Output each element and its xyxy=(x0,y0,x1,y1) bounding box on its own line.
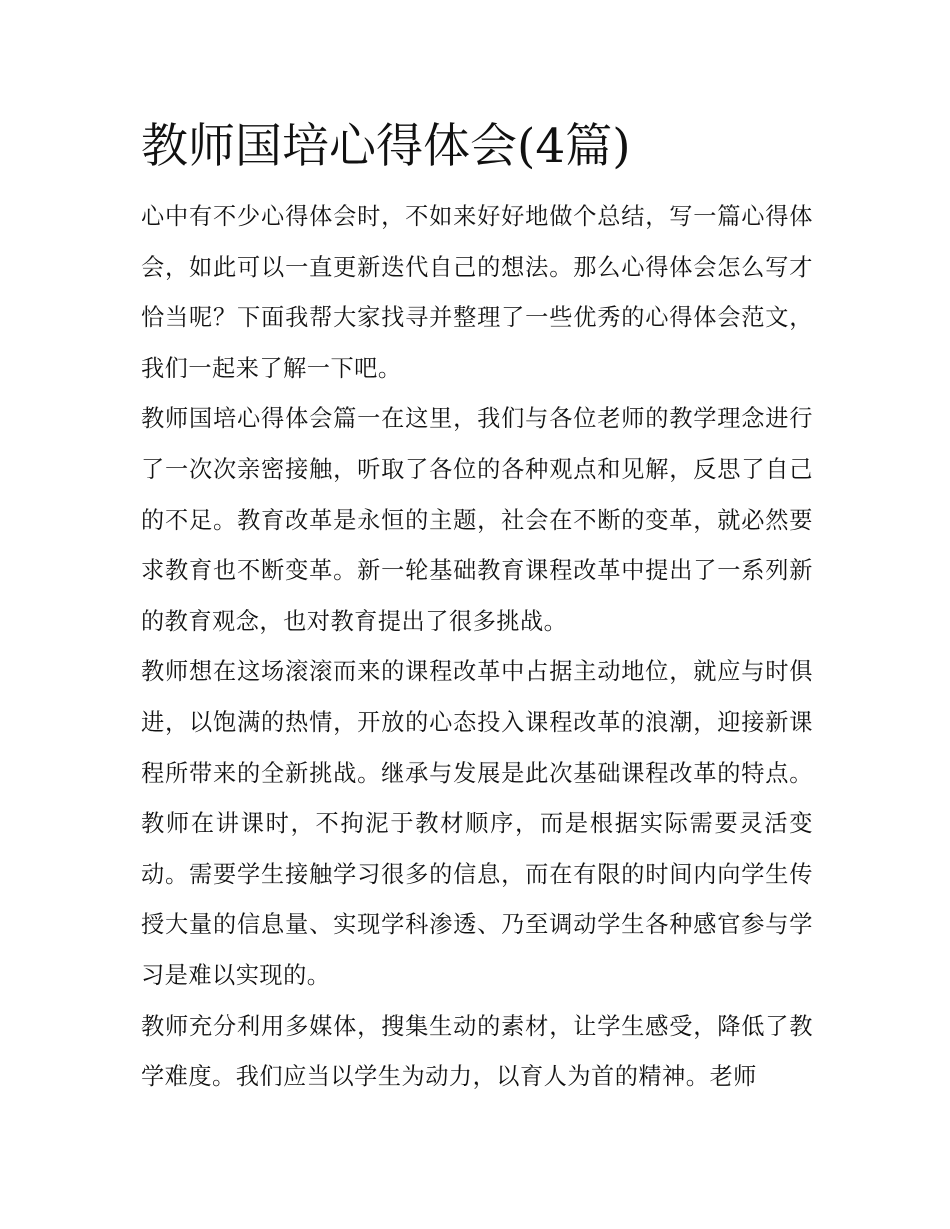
paragraph-intro: 心中有不少心得体会时，不如来好好地做个总结，写一篇心得体会，如此可以一直更新迭代自己的想法。那么心得体会怎么写才恰当呢？下面我帮大家找寻并整理了一些优秀的心得体会范文，我们一起来了解一下吧。 xyxy=(141,203,813,382)
paragraph-3: 教师充分利用多媒体，搜集生动的素材，让学生感受，降低了教学难度。我们应当以学生为动力，以育人为首的精神。老师 xyxy=(141,1012,813,1091)
document-body xyxy=(141,114,813,1103)
paragraph-1: 教师国培心得体会篇一在这里，我们与各位老师的教学理念进行了一次次亲密接触，听取了各位的各种观点和见解，反思了自己的不足。教育改革是永恒的主题，社会在不断的变革，就必然要求教育也不断变革。新一轮基础教育课程改革中提出了一系列新的教育观念，也对教育提出了很多挑战。 xyxy=(141,405,813,635)
document-title: 教师国培心得体会(4篇) xyxy=(141,119,631,174)
paragraph-2: 教师想在这场滚滚而来的课程改革中占据主动地位，就应与时俱进，以饱满的热情，开放的心态投入课程改革的浪潮，迎接新课程所带来的全新挑战。继承与发展是此次基础课程改革的特点。教师在讲课时，不拘泥于教材顺序，而是根据实际需要灵活变动。需要学生接触学习很多的信息，而在有限的时间内向学生传授大量的信息量、实现学科渗透、乃至调动学生各种感官参与学习是难以实现的。 xyxy=(141,658,813,989)
